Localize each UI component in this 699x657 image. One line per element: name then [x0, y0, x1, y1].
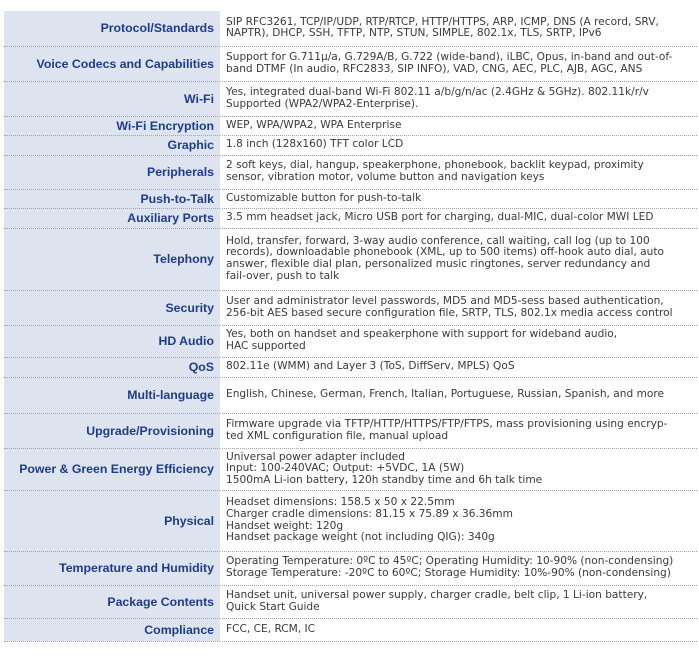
spec-value-line: Charger cradle dimensions: 81.15 x 75.89 x 36.36mm — [226, 507, 513, 520]
spec-row — [4, 135, 697, 155]
spec-row — [4, 116, 697, 135]
spec-row — [4, 585, 697, 618]
spec-value — [221, 135, 697, 155]
spec-value-line: band DTMF (In audio, RFC2833, SIP INFO), VAD, CNG, AEC, PLC, AJB, AGC, ANS — [226, 62, 643, 75]
spec-row — [4, 618, 697, 641]
spec-label: Auxiliary Ports — [4, 208, 221, 228]
spec-value-line: 802.11e (WMM) and Layer 3 (ToS, DiffServ, MPLS) QoS — [226, 360, 515, 373]
spec-value — [221, 81, 697, 116]
spec-table — [4, 11, 697, 642]
spec-label: Multi-language — [4, 377, 221, 413]
spec-value — [221, 448, 697, 490]
spec-label: QoS — [4, 357, 221, 377]
spec-label: Protocol/Standards — [4, 11, 221, 46]
spec-value-line: Hold, transfer, forward, 3-way audio conference, call waiting, call log (up to 100 — [226, 234, 650, 247]
spec-label: Upgrade/Provisioning — [4, 413, 221, 448]
spec-label: Security — [4, 290, 221, 325]
spec-label: Power & Green Energy Efficiency — [4, 448, 221, 490]
spec-value — [221, 290, 697, 325]
spec-value-line: HAC supported — [226, 340, 306, 352]
spec-value-line: Yes, integrated dual-band Wi-Fi 802.11 a/b/g/n/ac (2.4GHz & 5GHz). 802.11k/r/v — [226, 85, 649, 98]
spec-row — [4, 551, 697, 585]
spec-value-line: English, Chinese, German, French, Italian, Portuguese, Russian, Spanish, and more — [226, 388, 665, 401]
spec-row — [4, 46, 697, 81]
spec-value — [221, 116, 697, 135]
spec-value — [221, 585, 697, 618]
spec-value-line: Yes, both on handset and speakerphone with support for wideband audio, — [226, 328, 618, 341]
spec-label: Wi-Fi Encryption — [4, 116, 221, 135]
spec-value-line: SIP RFC3261, TCP/IP/UDP, RTP/RTCP, HTTP/HTTPS, ARP, ICMP, DNS (A record, SRV, — [226, 15, 659, 28]
spec-value-line: 1.8 inch (128x160) TFT color LCD — [226, 138, 404, 151]
spec-value-line: fail-over, push to talk — [226, 269, 340, 282]
spec-value-line: Supported (WPA2/WPA2-Enterprise). — [226, 97, 419, 110]
spec-value — [221, 46, 697, 81]
spec-row — [4, 490, 697, 551]
spec-value — [221, 325, 697, 357]
spec-label: Push-to-Talk — [4, 189, 221, 208]
spec-label: Package Contents — [4, 585, 221, 618]
spec-label: Voice Codecs and Capabilities — [4, 46, 221, 81]
spec-value-line: ted XML configuration file, manual upload — [226, 429, 449, 442]
spec-value-line: Support for G.711µ/a, G.729A/B, G.722 (wide-band), iLBC, Opus, in-band and out-of- — [226, 50, 673, 63]
spec-value — [221, 618, 697, 641]
spec-row — [4, 208, 697, 228]
spec-value-line: Universal power adapter included — [226, 450, 405, 463]
spec-value-line: Headset dimensions: 158.5 x 50 x 22.5mm — [226, 496, 455, 509]
spec-value — [221, 413, 697, 448]
spec-value-line: WEP, WPA/WPA2, WPA Enterprise — [226, 118, 402, 131]
spec-value — [221, 357, 697, 377]
spec-value-line: 1500mA Li-ion battery, 120h standby time and 6h talk time — [226, 473, 543, 486]
spec-value-line: Handset package weight (not including QIG): 340g — [226, 531, 495, 544]
spec-label: Telephony — [4, 228, 221, 290]
spec-label: Graphic — [4, 135, 221, 155]
spec-row — [4, 11, 697, 46]
spec-value-line: Handset weight: 120g — [226, 519, 344, 532]
spec-value-line: Operating Temperature: 0ºC to 45ºC; Operating Humidity: 10-90% (non-condensing) — [226, 555, 674, 568]
spec-value-line: 3.5 mm headset jack, Micro USB port for charging, dual-MIC, dual-color MWI LED — [226, 211, 654, 224]
spec-table-body — [4, 11, 697, 641]
spec-value-line: Storage Temperature: -20ºC to 60ºC; Storage Humidity: 10%-90% (non-condensing) — [226, 567, 671, 579]
spec-value-line: Handset unit, universal power supply, charger cradle, belt clip, 1 Li-ion battery, — [226, 588, 648, 601]
spec-row — [4, 228, 697, 290]
spec-value-line: 2 soft keys, dial, hangup, speakerphone, phonebook, backlit keypad, proximity — [226, 159, 644, 172]
spec-row — [4, 290, 697, 325]
spec-row — [4, 413, 697, 448]
spec-value — [221, 228, 697, 290]
spec-label: Compliance — [4, 618, 221, 641]
spec-value-line: Firmware upgrade via TFTP/HTTP/HTTPS/FTP/FTPS, mass provisioning using encryp- — [226, 417, 668, 430]
spec-value — [221, 11, 697, 46]
spec-value — [221, 551, 697, 585]
spec-label: Temperature and Humidity — [4, 551, 221, 585]
spec-row — [4, 377, 697, 413]
spec-label: HD Audio — [4, 325, 221, 357]
spec-row — [4, 189, 697, 208]
spec-value-line: FCC, CE, RCM, IC — [226, 622, 316, 635]
spec-value-line: NAPTR), DHCP, SSH, TFTP, NTP, STUN, SIMPLE, 802.1x, TLS, SRTP, IPv6 — [226, 27, 602, 40]
spec-value — [221, 490, 697, 551]
spec-label: Peripherals — [4, 155, 221, 189]
spec-value-line: Input: 100-240VAC; Output: +5VDC, 1A (5W) — [226, 462, 465, 475]
spec-row — [4, 155, 697, 189]
spec-value — [221, 208, 697, 228]
spec-row — [4, 325, 697, 357]
spec-value — [221, 377, 697, 413]
spec-label: Wi-Fi — [4, 81, 221, 116]
spec-row — [4, 448, 697, 490]
spec-value — [221, 189, 697, 208]
spec-value-line: records), downloadable phonebook (XML, up to 500 items) off-hook auto dial, auto — [226, 246, 665, 259]
spec-value-line: Quick Start Guide — [226, 600, 320, 613]
spec-value — [221, 155, 697, 189]
spec-value-line: User and administrator level passwords, MD5 and MD5-sess based authentication, — [226, 294, 664, 307]
spec-row — [4, 357, 697, 377]
spec-row — [4, 81, 697, 116]
spec-value-line: Customizable button for push-to-talk — [226, 191, 422, 204]
spec-value-line: answer, flexible dial plan, personalized music ringtones, server redundancy and — [226, 258, 651, 270]
spec-label: Physical — [4, 490, 221, 551]
spec-value-line: 256-bit AES based secure configuration file, SRTP, TLS, 802.1x media access control — [226, 306, 673, 319]
spec-value-line: sensor, vibration motor, volume button and navigation keys — [226, 171, 545, 183]
